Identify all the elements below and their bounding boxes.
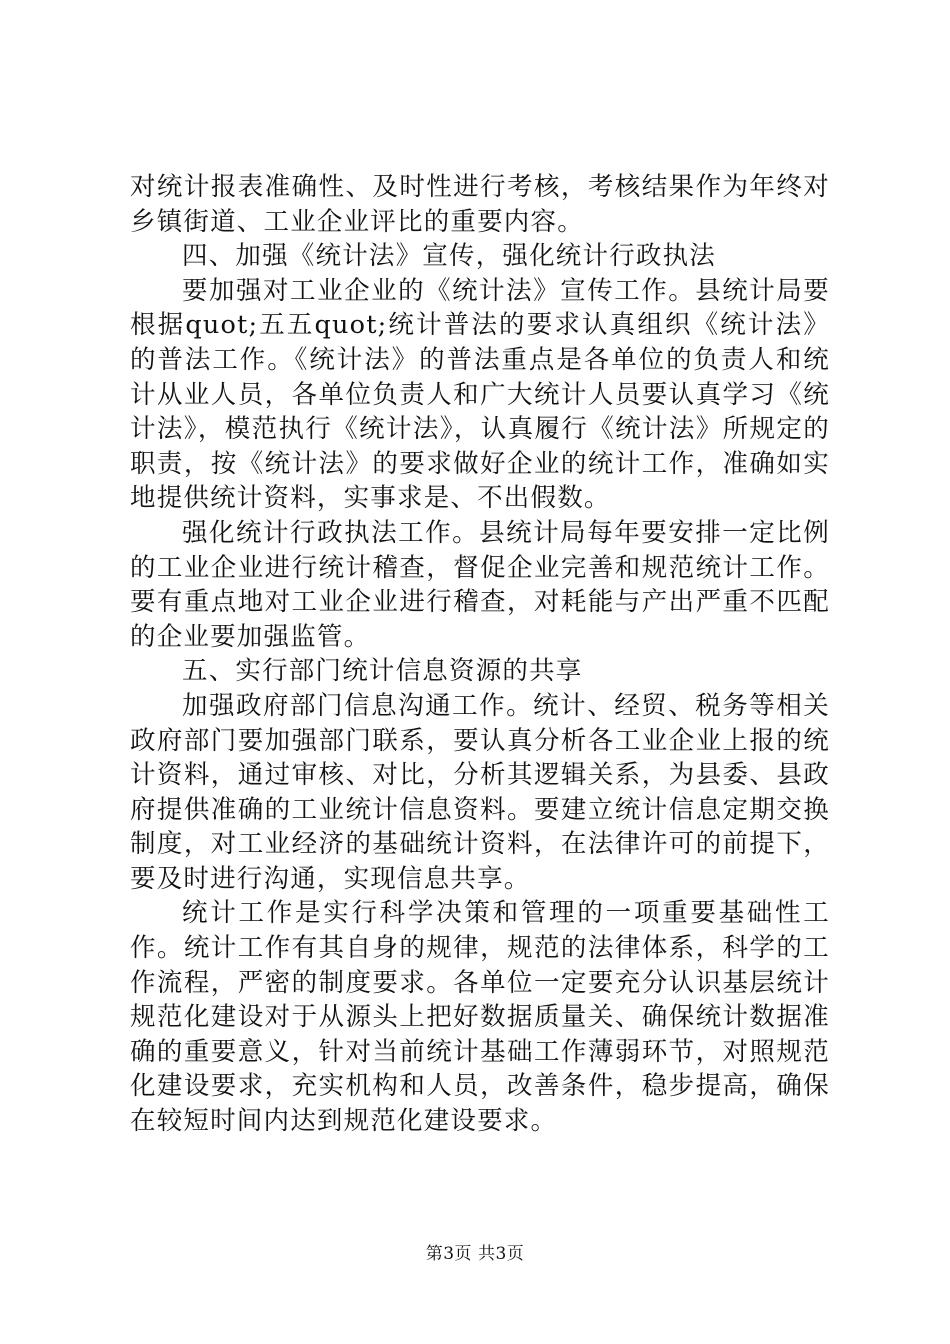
- page-number-footer: 第3页 共3页: [425, 1244, 525, 1264]
- paragraph-law-enforcement: 强化统计行政执法工作。县统计局每年要安排一定比例的工业企业进行统计稽查，督促企业完善和规范统计工作。要有重点地对工业企业进行稽查，对耗能与产出严重不匹配的企业要加强监管。: [130, 517, 830, 652]
- document-body: [130, 170, 830, 1139]
- paragraph-continuation: 对统计报表准确性、及时性进行考核，考核结果作为年终对乡镇街道、工业企业评比的重要内容。: [130, 172, 830, 237]
- paragraph-information-sharing: 加强政府部门信息沟通工作。统计、经贸、税务等相关政府部门要加强部门联系，要认真分析各工业企业上报的统计资料，通过审核、对比，分析其逻辑关系，为县委、县政府提供准确的工业统计信息资料。要建立统计信息定期交换制度，对工业经济的基础统计资料，在法律许可的前提下，要及时进行沟通，实现信息共享。: [130, 690, 830, 894]
- section-heading-four: 四、加强《统计法》宣传，强化统计行政执法: [182, 241, 717, 272]
- paragraph-conclusion: 统计工作是实行科学决策和管理的一项重要基础性工作。统计工作有其自身的规律，规范的法律体系，科学的工作流程，严密的制度要求。各单位一定要充分认识基层统计规范化建设对于从源头上把好数据质量关、确保统计数据准确的重要意义，针对当前统计基础工作薄弱环节，对照规范化建设要求，充实机构和人员，改善条件，稳步提高，确保在较短时间内达到规范化建设要求。: [130, 898, 830, 1137]
- section-heading-five: 五、实行部门统计信息资源的共享: [182, 656, 583, 687]
- paragraph-statistics-law-publicity: 要加强对工业企业的《统计法》宣传工作。县统计局要根据quot;五五quot;统计普法的要求认真组织《统计法》的普法工作。《统计法》的普法重点是各单位的负责人和统计从业人员，各单位负责人和广大统计人员要认真学习《统计法》，模范执行《统计法》，认真履行《统计法》所规定的职责，按《统计法》的要求做好企业的统计工作，准确如实地提供统计资料，实事求是、不出假数。: [130, 275, 830, 514]
